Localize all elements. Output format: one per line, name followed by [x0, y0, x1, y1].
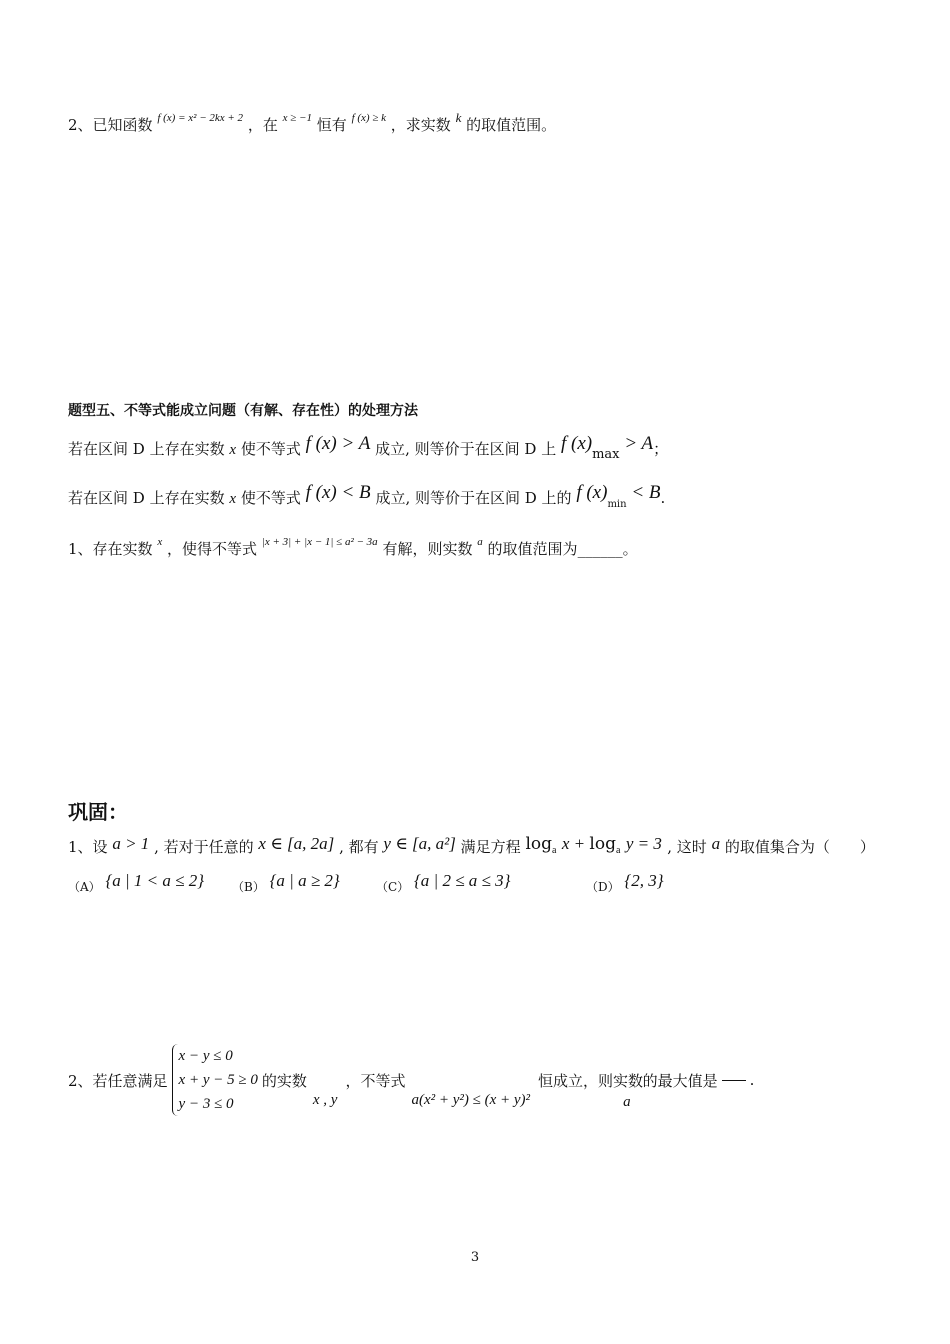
cq2-text-e: 的最大值是: [642, 1071, 718, 1090]
cq1-text-c: , 都有: [339, 838, 379, 856]
consolidate-title: 巩固：: [68, 800, 128, 824]
option-b-set: {a | a ≥ 2}: [269, 871, 340, 890]
q2-text-at: ，在: [247, 116, 278, 134]
rule2-f: f (x): [576, 482, 608, 503]
section5-title: 题型五、不等式能成立问题（有解、存在性）的处理方法: [68, 403, 418, 419]
cq1-eq-y: y = 3: [625, 834, 662, 853]
cq2-var-a: a: [623, 1093, 631, 1110]
cq1-option-d[interactable]: [586, 871, 664, 896]
page-number: 3: [470, 1250, 480, 1265]
rule2-text-c: 成立, 则等价于在区间 D 上的: [375, 489, 572, 507]
cq1-option-a[interactable]: [68, 871, 205, 896]
cq2-inequality: a(x² + y²) ≤ (x + y)²: [411, 1091, 531, 1108]
s5q1-text-c: 有解，则实数: [382, 540, 473, 558]
rule2-var-x: x: [229, 491, 237, 507]
q2-suffix: 的取值范围。: [466, 116, 557, 134]
cq1-text-e: , 这时: [667, 838, 707, 856]
cq2-system-eq3: y − 3 ≤ 0: [178, 1096, 234, 1112]
rule2-min-subscript: min: [607, 499, 627, 510]
q2-prefix: 2、已知函数: [68, 116, 153, 134]
cq1-equation: [525, 834, 667, 854]
q2-variable-k: k: [455, 110, 462, 125]
q2-text-find: ，求实数: [390, 116, 451, 134]
rule1-text-c: 成立, 则等价于在区间 D 上: [375, 440, 557, 458]
section5-rule1: [68, 433, 669, 462]
s5q1-var-a: a: [477, 536, 483, 548]
cq1-log1: log: [525, 834, 553, 854]
cq2-system-eq1: x − y ≤ 0: [178, 1048, 233, 1064]
cq1-text-b: , 若对于任意的: [154, 838, 254, 856]
cq1-option-b[interactable]: [232, 871, 340, 896]
cq1-condition: a > 1: [112, 834, 150, 853]
rule2-inequality: f (x) < B: [305, 482, 371, 503]
q2-text-always: 恒有: [316, 116, 347, 134]
rule1-max-subscript: max: [592, 447, 620, 462]
cq2-end: .: [749, 1071, 755, 1089]
s5q1-text-d: 的取值范围为: [487, 540, 578, 558]
rule2-text-b: 使不等式: [240, 489, 301, 507]
s5q1-text-a: 1、存在实数: [68, 540, 153, 558]
option-a-label: （A）: [68, 880, 101, 894]
rule1-text-b: 使不等式: [240, 440, 301, 458]
section5-rule2: [68, 482, 666, 510]
rule2-end: .: [660, 489, 666, 507]
cq1-x-range: x ∈ [a, 2a]: [258, 834, 335, 853]
cq2-text-d: 恒成立，则实数: [538, 1071, 644, 1090]
cq2-system: [172, 1044, 258, 1116]
cq1-text-d: 满足方程: [460, 838, 521, 856]
consolidate-q2: [68, 1044, 754, 1116]
q2-function: f (x) = x² − 2kx + 2: [157, 112, 244, 124]
option-d-set: {2, 3}: [624, 871, 664, 890]
option-c-label: （C）: [376, 880, 410, 894]
cq1-eq-x: x +: [561, 834, 590, 853]
s5q1-var-x: x: [157, 536, 163, 548]
rule2-tail: < B: [631, 482, 661, 503]
cq1-text-f: 的取值集合为（ ）: [724, 838, 875, 856]
cq2-system-eq2: x + y − 5 ≥ 0: [178, 1072, 258, 1088]
s5q1-text-b: ，使得不等式: [167, 540, 258, 558]
rule1-text-a: 若在区间 D 上存在实数: [68, 440, 225, 458]
option-d-label: （D）: [586, 880, 620, 894]
cq1-var-a: a: [711, 834, 721, 853]
rule1-var-x: x: [229, 442, 237, 458]
rule1-inequality: f (x) > A: [305, 433, 371, 454]
rule1-end: ；: [653, 440, 669, 458]
q2-line: [68, 110, 557, 135]
cq1-text-a: 1、设: [68, 838, 108, 856]
cq1-option-c[interactable]: [376, 871, 511, 896]
cq2-text-b: 的实数: [261, 1071, 307, 1090]
q2-inequality: f (x) ≥ k: [351, 112, 386, 124]
cq2-vars: x , y: [312, 1091, 338, 1108]
cq1-log-base1: a: [552, 845, 557, 856]
cq1-log-base2: a: [615, 845, 621, 856]
option-b-label: （B）: [232, 880, 265, 894]
cq2-text-a: 2、若任意满足: [68, 1071, 168, 1090]
cq1-y-range: y ∈ [a, a²]: [383, 834, 456, 853]
option-a-set: {a | 1 < a ≤ 2}: [105, 871, 205, 890]
cq2-answer-blank[interactable]: [722, 1080, 746, 1081]
q2-condition: x ≥ −1: [282, 112, 312, 124]
section5-q1: [68, 538, 638, 559]
s5q1-end: 。: [622, 540, 638, 558]
option-c-set: {a | 2 ≤ a ≤ 3}: [413, 871, 511, 890]
cq2-text-c: ，不等式: [345, 1071, 406, 1090]
rule2-text-a: 若在区间 D 上存在实数: [68, 489, 225, 507]
cq1-log2: log: [589, 834, 616, 854]
consolidate-q1: [68, 836, 875, 857]
s5q1-answer-blank: ______: [577, 540, 623, 558]
rule1-f: f (x): [560, 433, 593, 454]
s5q1-inequality: |x + 3| + |x − 1| ≤ a² − 3a: [261, 536, 378, 548]
rule1-tail: > A: [624, 433, 654, 454]
